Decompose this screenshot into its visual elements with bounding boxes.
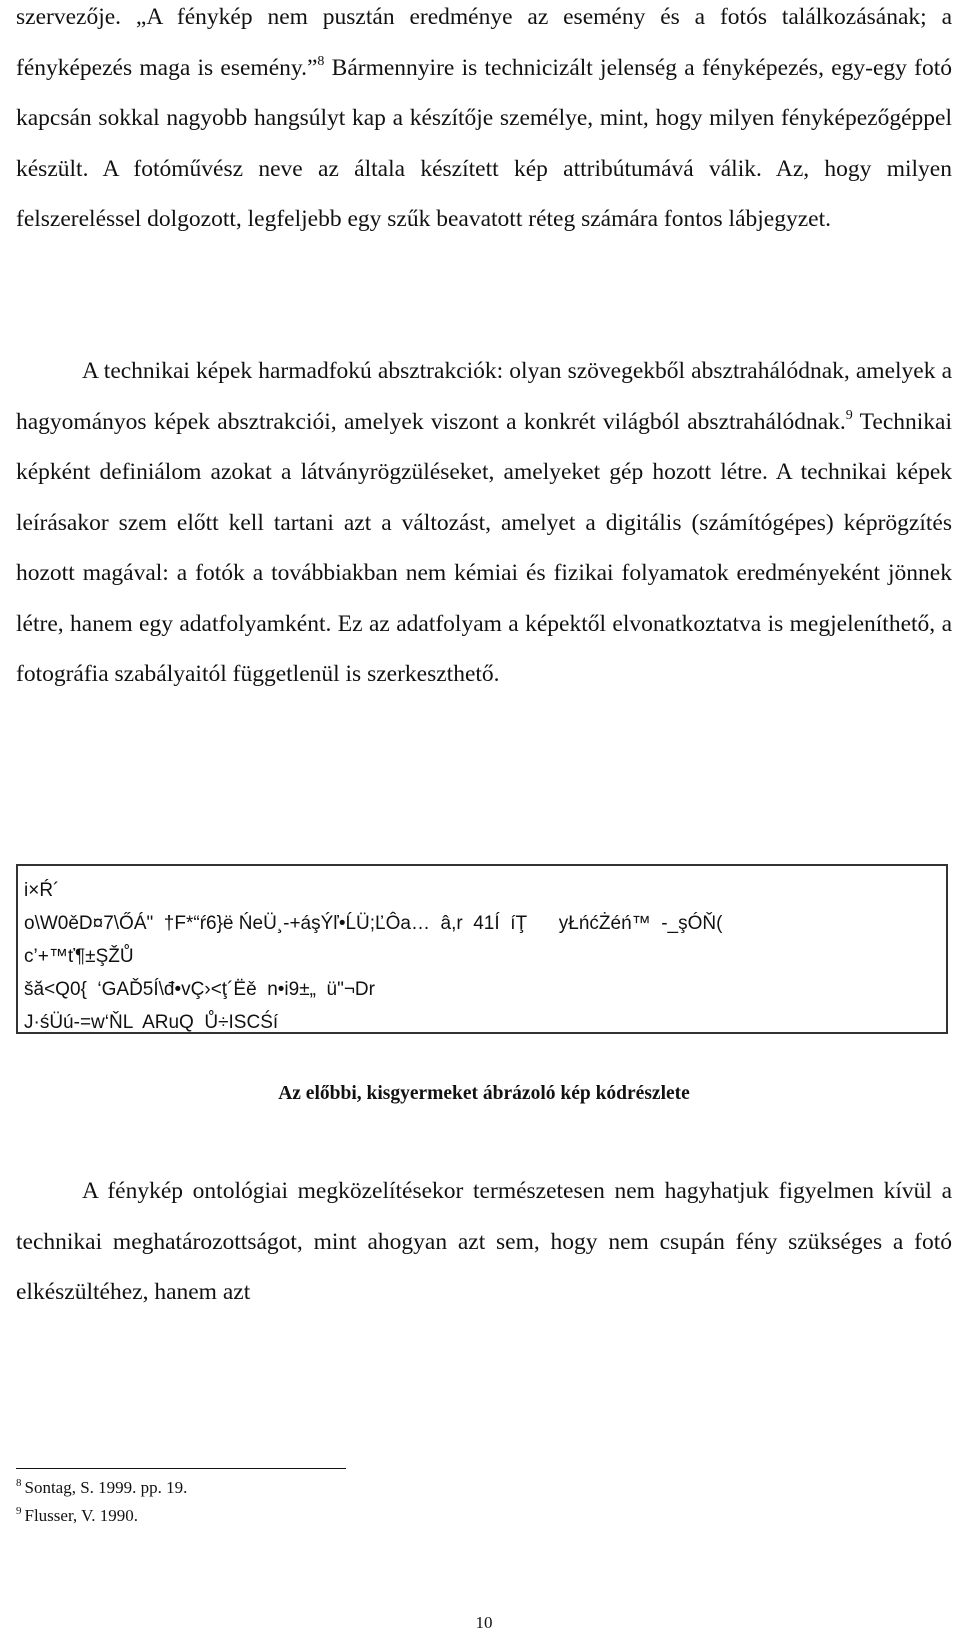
footnote-item — [16, 1502, 616, 1530]
footnote-ref-9[interactable]: 9 — [845, 407, 853, 423]
footnote-text: Sontag, S. 1999. pp. 19. — [24, 1478, 188, 1497]
paragraph-1 — [16, 0, 952, 245]
code-line: o\W0ěD¤7\ŐÁ" †F*“ŕ6}ë ŃeÜ¸-+áşÝľ•ĹÜ;ĽÔa… â,r 41Í íŢ yŁńćŻéń™ -_şÓŇ( — [24, 913, 723, 934]
footnote-separator — [16, 1468, 346, 1469]
footnote-item — [16, 1474, 616, 1502]
footnote-number: 9 — [16, 1505, 22, 1517]
paragraph-2 — [16, 346, 952, 700]
paragraph-1-text-a: szervezője. „A fénykép nem pusztán eredménye az esemény és a fotós találkozásának; a fényképezés maga is esemény.” — [16, 4, 952, 81]
paragraph-3: A fénykép ontológiai megközelítésekor természetesen nem hagyhatjuk figyelmen kívül a technikai meghatározottságot, mint ahogyan azt sem, hogy nem csupán fény szükséges a fotó elkészültéhez, hanem azt — [16, 1178, 952, 1305]
code-line: i×Ŕ´ — [24, 880, 60, 901]
footnote-text: Flusser, V. 1990. — [24, 1506, 138, 1525]
code-line: c’+™ť¶±ŞŽŮ — [24, 946, 134, 967]
document-page — [16, 0, 952, 1644]
figure-caption: Az előbbi, kisgyermeket ábrázoló kép kódrészlete — [278, 1083, 690, 1104]
paragraph-1-text-b: Bármennyire is technicizált jelenség a fényképezés, egy-egy fotó kapcsán sokkal nagyobb hangsúlyt kap a készítője személye, mint, hogy milyen fényképezőgéppel készült. A fotóművész neve az általa készített kép attribútumává válik. Az, hogy milyen felszereléssel dolgozott, legfeljebb egy szűk beavatott réteg számára fontos lábjegyzet. — [16, 54, 952, 232]
paragraph-2-text-a: A technikai képek harmadfokú absztrakciók: olyan szövegekből absztrahálódnak, amelyek a hagyományos képek absztrakciói, amelyek viszont a konkrét világból absztrahálódnak. — [16, 358, 952, 435]
footnote-number: 8 — [16, 1477, 22, 1489]
paragraph-2-text-b: Technikai képként definiálom azokat a látványrögzüléseket, amelyeket gép hozott létre. A technikai képek leírásakor szem előtt kell tartani azt a változást, amelyet a digitális (számítógépes) képrögzítés hozott magával: a fotók a továbbiakban nem kémiai és fizikai folyamatok eredményeként jönnek létre, hanem egy adatfolyamként. Ez az adatfolyam a képektől elvonatkoztatva is megjeleníthető, a fotográfia szabályaitól függetlenül is szerkeszthető. — [16, 408, 952, 687]
page-number: 10 — [475, 1613, 493, 1632]
code-excerpt-box — [16, 864, 948, 1034]
code-line: šă<Q0{ ‘GAĎ5Í\đ•vÇ›<ţ´Ëě n•i9±„ ü"¬Dr — [24, 979, 375, 1000]
code-line: J·śÜú-=w‘ŇL ARuQ Ů÷ISCŚí — [24, 1012, 279, 1033]
footnotes — [16, 1474, 616, 1530]
footnote-ref-8[interactable]: 8 — [317, 53, 325, 69]
